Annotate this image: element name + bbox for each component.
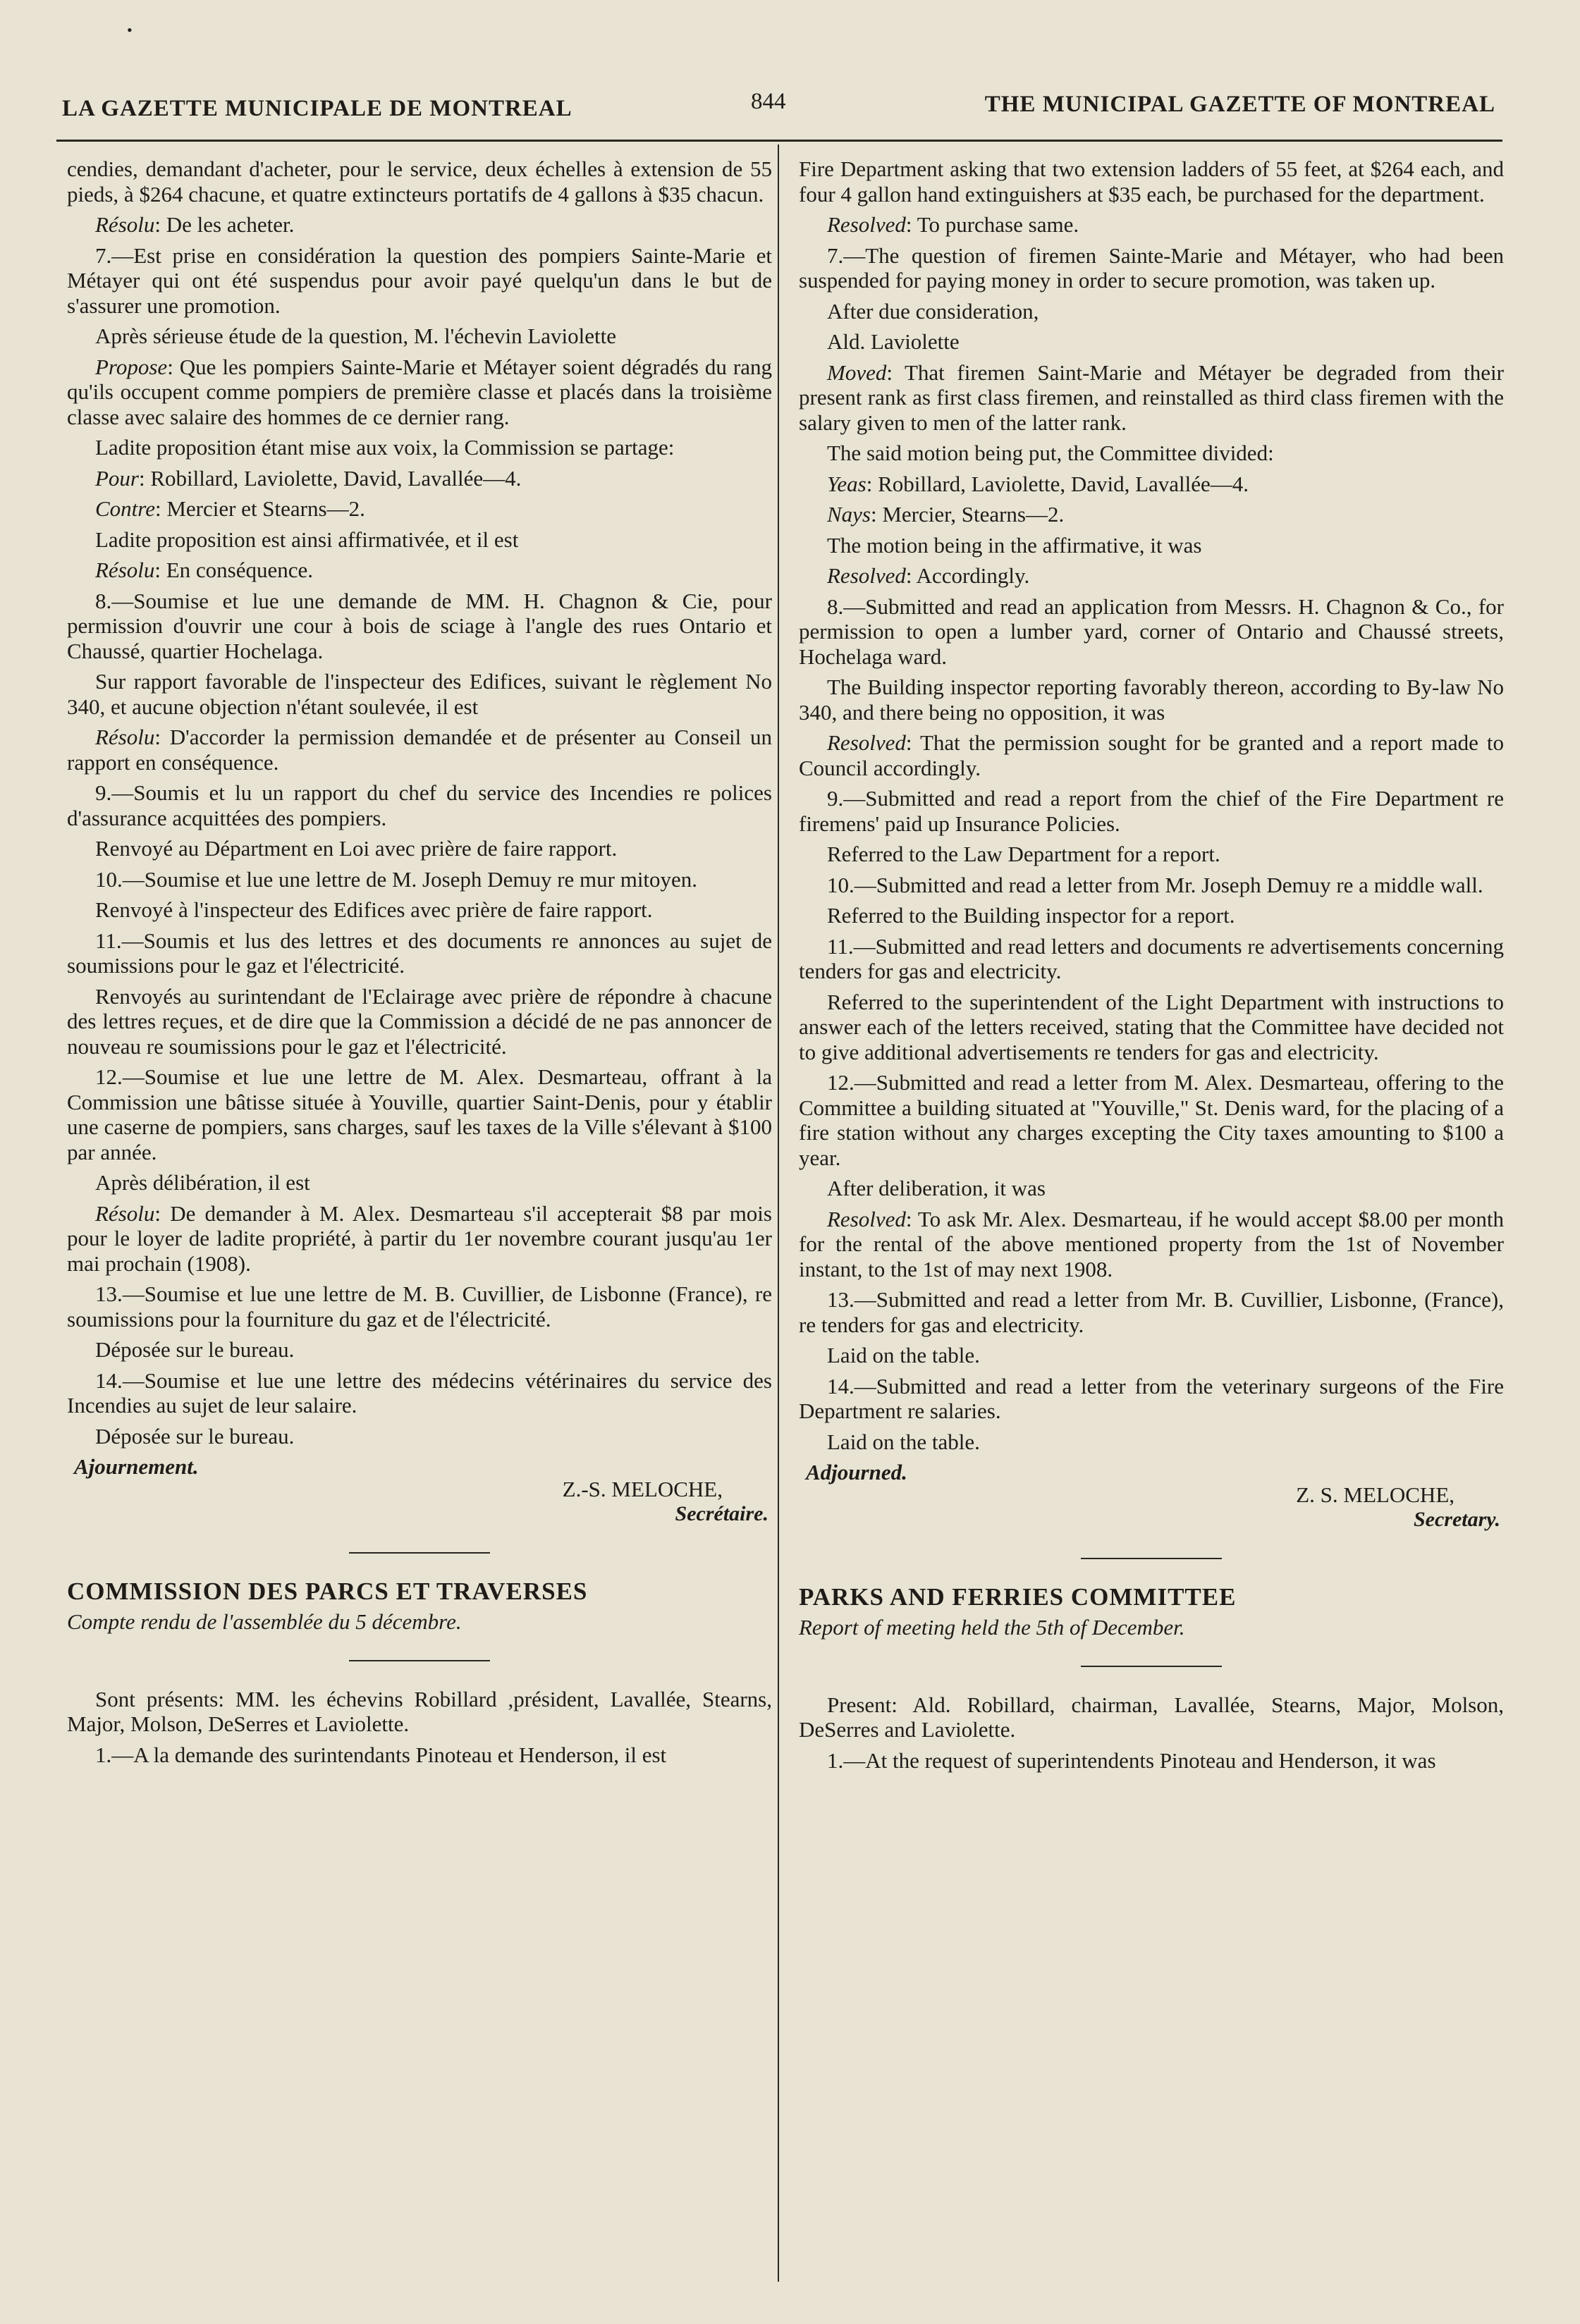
english-signature-title: Secretary. — [1413, 1508, 1500, 1531]
french-paragraph — [67, 435, 772, 460]
subtitle-rule — [349, 1660, 490, 1661]
column-divider — [778, 145, 779, 2282]
english-paragraph-text: The motion being in the affirmative, it was — [827, 532, 1202, 558]
french-paragraph — [67, 1064, 772, 1164]
french-paragraph-text: 9.—Soumis et lu un rapport du chef du service des Incendies re polices d'assurance acquittées des pompiers. — [67, 780, 772, 830]
english-paragraph-text: 8.—Submitted and read an application from Messrs. H. Chagnon & Co., for permission to open a lumber yard, corner of Ontario and Chaussé streets, Hochelaga ward. — [799, 594, 1504, 669]
english-paragraph-text: Laid on the table. — [827, 1429, 980, 1454]
french-paragraph-text: 7.—Est prise en considération la question des pompiers Sainte-Marie et Métayer qui ont été suspendus pour avoir payé quelqu'un dans le but de s'assurer une promotion. — [67, 242, 772, 318]
english-paragraph-text: 14.—Submitted and read a letter from the veterinary surgeons of the Fire Department re salaries. — [799, 1373, 1504, 1423]
french-paragraph — [67, 780, 772, 830]
french-paragraph-text: cendies, demandant d'acheter, pour le service, deux échelles à extension de 55 pieds, à $264 chacune, et quatre extincteurs portatifs de 4 gallons à $35 chacun. — [67, 156, 772, 207]
english-paragraph-text: 10.—Submitted and read a letter from Mr. Joseph Demuy re a middle wall. — [827, 872, 1483, 897]
french-column — [67, 156, 772, 1773]
english-paragraph-text: : Mercier, Stearns—2. — [871, 502, 1065, 527]
french-paragraphs — [67, 156, 772, 1449]
english-paragraph-text: 13.—Submitted and read a letter from Mr. B. Cuvillier, Lisbonne, (France), re tenders for gas and electricity. — [799, 1287, 1504, 1337]
french-paragraph-lead: Résolu — [95, 212, 155, 237]
french-paragraph-text: Déposée sur le bureau. — [95, 1423, 295, 1449]
english-paragraph-text: : That the permission sought for be granted and a report made to Council accordingly. — [799, 730, 1504, 780]
french-paragraph — [67, 324, 772, 349]
english-paragraph — [799, 873, 1504, 898]
french-paragraph-text: : De les acheter. — [154, 212, 295, 237]
french-paragraph-lead: Pour — [95, 465, 139, 491]
french-paragraph — [67, 984, 772, 1059]
french-paragraph-lead: Propose — [95, 354, 168, 379]
english-paragraph-text: : To ask Mr. Alex. Desmarteau, if he would accept $8.00 per month for the rental of the above mentioned property from the 1st of November instant, to the 1st of may next 1908. — [799, 1206, 1504, 1281]
english-paragraph-lead: Resolved — [827, 730, 906, 755]
header-french-title: LA GAZETTE MUNICIPALE DE MONTREAL — [62, 96, 572, 121]
english-paragraph — [799, 360, 1504, 436]
english-paragraph — [799, 730, 1504, 780]
french-paragraph-text: : D'accorder la permission demandée et de présenter au Conseil un rapport en conséquence. — [67, 725, 772, 775]
english-paragraph-text: 11.—Submitted and read letters and documents re advertisements concerning tenders for gas and electricity. — [799, 933, 1504, 983]
english-paragraph — [799, 842, 1504, 867]
french-paragraph-text: Renvoyé au Départment en Loi avec prière de faire rapport. — [95, 836, 618, 861]
english-paragraph — [799, 329, 1504, 355]
english-paragraph — [799, 594, 1504, 670]
english-paragraph-lead: Resolved — [827, 212, 906, 237]
english-paragraph-lead: Yeas — [827, 471, 866, 496]
english-paragraph-text: 7.—The question of firemen Sainte-Marie and Métayer, who had been suspended for paying money in order to secure promotion, was taken up. — [799, 242, 1504, 293]
french-paragraph — [67, 1368, 772, 1418]
french-section-subtitle: Compte rendu de l'assemblée du 5 décembre. — [67, 1609, 462, 1634]
french-paragraph-lead: Résolu — [95, 1200, 155, 1226]
french-paragraph-text: Ladite proposition étant mise aux voix, la Commission se partage: — [95, 435, 675, 460]
french-signature-name: Z.-S. MELOCHE, — [562, 1476, 723, 1501]
french-paragraph — [67, 589, 772, 664]
french-present-list: Sont présents: MM. les échevins Robillard ,président, Lavallée, Stearns, Major, Molson, DeSerres et Laviolette. — [67, 1686, 772, 1736]
french-paragraph — [67, 1281, 772, 1332]
english-paragraph — [799, 675, 1504, 725]
english-paragraph — [799, 299, 1504, 324]
english-adjournment: Adjourned. — [806, 1460, 907, 1484]
french-paragraph — [67, 558, 772, 583]
french-paragraph — [67, 928, 772, 978]
english-paragraph — [799, 1430, 1504, 1455]
english-paragraph-lead: Moved — [827, 359, 887, 385]
french-paragraph — [67, 897, 772, 923]
english-paragraph — [799, 156, 1504, 207]
subtitle-rule — [1081, 1666, 1222, 1667]
english-paragraph-text: 9.—Submitted and read a report from the chief of the Fire Department re firemens' paid up Insurance Policies. — [799, 786, 1504, 836]
english-paragraph-text: After deliberation, it was — [827, 1176, 1046, 1200]
french-paragraph-text: 8.—Soumise et lue une demande de MM. H. Chagnon & Cie, pour permission d'ouvrir une cour à bois de sciage à l'angle des rues Ontario et Chaussé, quartier Hochelaga. — [67, 588, 772, 663]
english-signature — [799, 1482, 1504, 1532]
french-item-1: 1.—A la demande des surintendants Pinoteau et Henderson, il est — [95, 1742, 667, 1767]
english-paragraph — [799, 990, 1504, 1065]
french-paragraph — [67, 156, 772, 207]
french-paragraph-text: : Que les pompiers Sainte-Marie et Métayer soient dégradés du rang qu'ils occupent comme pompiers de première classe et placés dans la troisième classe avec salaire des hommes de ce dernier rang. — [67, 354, 772, 429]
french-paragraph-text: Après délibération, il est — [95, 1170, 310, 1195]
english-paragraph-text: 12.—Submitted and read a letter from M. Alex. Desmarteau, offering to the Committee a building situated at "Youville," St. Denis ward, for the placing of a fire station without any charges excepting the City taxes amounting to $100 a year. — [799, 1070, 1504, 1170]
french-paragraph-lead: Contre — [95, 496, 155, 521]
english-paragraph-lead: Resolved — [827, 563, 906, 588]
english-paragraph-text: : To purchase same. — [905, 212, 1079, 237]
english-section-subtitle: Report of meeting held the 5th of December. — [799, 1615, 1185, 1640]
english-paragraph — [799, 502, 1504, 527]
french-paragraph — [67, 1424, 772, 1449]
english-paragraph-lead: Resolved — [827, 1206, 906, 1231]
french-paragraph-lead: Résolu — [95, 558, 155, 582]
french-paragraph-lead: Résolu — [95, 725, 155, 749]
english-section-title: PARKS AND FERRIES COMMITTEE — [799, 1582, 1237, 1611]
english-paragraph-lead: Nays — [827, 502, 871, 527]
french-paragraph-text: Renvoyé à l'inspecteur des Edifices avec prière de faire rapport. — [95, 897, 653, 922]
english-paragraphs — [799, 156, 1504, 1454]
english-present-list: Present: Ald. Robillard, chairman, Lavallée, Stearns, Major, Molson, DeSerres and Laviolette. — [799, 1692, 1504, 1742]
margin-mark: • — [127, 21, 133, 39]
french-paragraph-text: 12.—Soumise et lue une lettre de M. Alex. Desmarteau, offrant à la Commission une bâtisse située à Youville, quartier Saint-Denis, pour y établir une caserne de pompiers, sans charges, sauf les taxes de la Ville s'élevant à $100 par année. — [67, 1064, 772, 1164]
english-paragraph — [799, 1207, 1504, 1282]
french-paragraph-text: Déposée sur le bureau. — [95, 1337, 295, 1362]
english-paragraph — [799, 212, 1504, 238]
english-paragraph — [799, 533, 1504, 558]
section-rule — [1081, 1558, 1222, 1559]
french-paragraph — [67, 243, 772, 319]
english-paragraph-text: : Accordingly. — [905, 563, 1030, 588]
french-paragraph-text: : En conséquence. — [154, 558, 314, 582]
french-paragraph — [67, 466, 772, 491]
french-paragraph — [67, 725, 772, 775]
french-paragraph-text: 13.—Soumise et lue une lettre de M. B. Cuvillier, de Lisbonne (France), re soumissions pour la fourniture du gaz et de l'électricité. — [67, 1281, 772, 1332]
english-paragraph — [799, 441, 1504, 466]
french-paragraph-text: Après sérieuse étude de la question, M. l'échevin Laviolette — [95, 324, 617, 348]
english-paragraph — [799, 1070, 1504, 1170]
french-paragraph-text: Sur rapport favorable de l'inspecteur des Edifices, suivant le règlement No 340, et aucune objection n'étant soulevée, il est — [67, 669, 772, 719]
english-paragraph-text: Fire Department asking that two extension ladders of 55 feet, at $264 each, and four 4 gallon hand extinguishers at $35 each, be purchased for the department. — [799, 156, 1504, 207]
french-paragraph — [67, 867, 772, 892]
english-paragraph — [799, 1343, 1504, 1368]
page-number: 844 — [751, 89, 786, 114]
french-paragraph-text: Renvoyés au surintendant de l'Eclairage avec prière de répondre à chacune des lettres reçues, et de dire que la Commission a décidé de ne pas annoncer de nouveau re soumissions pour le gaz et l'électricité. — [67, 983, 772, 1059]
header-english-title: THE MUNICIPAL GAZETTE OF MONTREAL — [984, 92, 1495, 117]
french-paragraph — [67, 836, 772, 861]
french-paragraph — [67, 669, 772, 719]
english-paragraph-text: Referred to the Law Department for a report. — [827, 842, 1220, 866]
french-paragraph-text: : Mercier et Stearns—2. — [154, 496, 365, 521]
english-paragraph — [799, 903, 1504, 928]
english-paragraph-text: : Robillard, Laviolette, David, Lavallée—4. — [866, 471, 1249, 496]
header-rule — [56, 140, 1502, 142]
english-paragraph — [799, 472, 1504, 497]
french-paragraph — [67, 1170, 772, 1195]
english-paragraph-text: : That firemen Saint-Marie and Métayer be degraded from their present rank as first class firemen, and reinstalled as third class firemen with the salary given to men of the latter rank. — [799, 359, 1504, 435]
french-paragraph — [67, 212, 772, 238]
english-paragraph-text: After due consideration, — [827, 298, 1039, 324]
english-paragraph-text: The said motion being put, the Committee divided: — [827, 441, 1274, 465]
english-paragraph — [799, 786, 1504, 836]
french-paragraph-text: Ladite proposition est ainsi affirmativée, et il est — [95, 527, 519, 552]
english-paragraph — [799, 1287, 1504, 1337]
french-paragraph-text: 10.—Soumise et lue une lettre de M. Joseph Demuy re mur mitoyen. — [95, 866, 698, 892]
french-paragraph-text: 14.—Soumise et lue une lettre des médecins vétérinaires du service des Incendies au sujet de leur salaire. — [67, 1367, 772, 1418]
french-signature — [67, 1477, 772, 1527]
french-section-title: COMMISSION DES PARCS ET TRAVERSES — [67, 1577, 588, 1605]
english-signature-name: Z. S. MELOCHE, — [1296, 1482, 1455, 1507]
french-paragraph-text: 11.—Soumis et lus des lettres et des documents re annonces au sujet de soumissions pour le gaz et l'électricité. — [67, 928, 772, 978]
english-column — [799, 156, 1504, 1778]
section-rule — [349, 1552, 490, 1554]
english-paragraph — [799, 1176, 1504, 1201]
french-paragraph — [67, 1337, 772, 1363]
english-paragraph — [799, 934, 1504, 984]
english-paragraph — [799, 1374, 1504, 1424]
english-paragraph — [799, 243, 1504, 293]
english-paragraph-text: Laid on the table. — [827, 1343, 980, 1367]
page-header — [56, 83, 1495, 125]
english-paragraph-text: The Building inspector reporting favorably thereon, according to By-law No 340, and there being no opposition, it was — [799, 675, 1504, 725]
french-paragraph — [67, 527, 772, 553]
english-paragraph-text: Ald. Laviolette — [827, 329, 960, 354]
french-paragraph — [67, 496, 772, 522]
french-paragraph — [67, 355, 772, 430]
english-paragraph-text: Referred to the Building inspector for a report. — [827, 903, 1235, 928]
french-paragraph — [67, 1201, 772, 1277]
english-paragraph — [799, 563, 1504, 589]
english-item-1: 1.—At the request of superintendents Pinoteau and Henderson, it was — [827, 1747, 1436, 1773]
french-paragraph-text: : De demander à M. Alex. Desmarteau s'il accepterait $8 par mois pour le loyer de ladite propriété, à partir du 1er novembre courant jusqu'au 1er mai prochain (1908). — [67, 1200, 772, 1276]
french-adjournment: Ajournement. — [74, 1454, 199, 1479]
english-paragraph-text: Referred to the superintendent of the Light Department with instructions to answer each of the letters received, stating that the Committee have decided not to give additional advertisements re tenders for gas and electricity. — [799, 989, 1504, 1064]
french-paragraph-text: : Robillard, Laviolette, David, Lavallée—4. — [139, 465, 522, 491]
french-signature-title: Secrétaire. — [675, 1502, 768, 1525]
